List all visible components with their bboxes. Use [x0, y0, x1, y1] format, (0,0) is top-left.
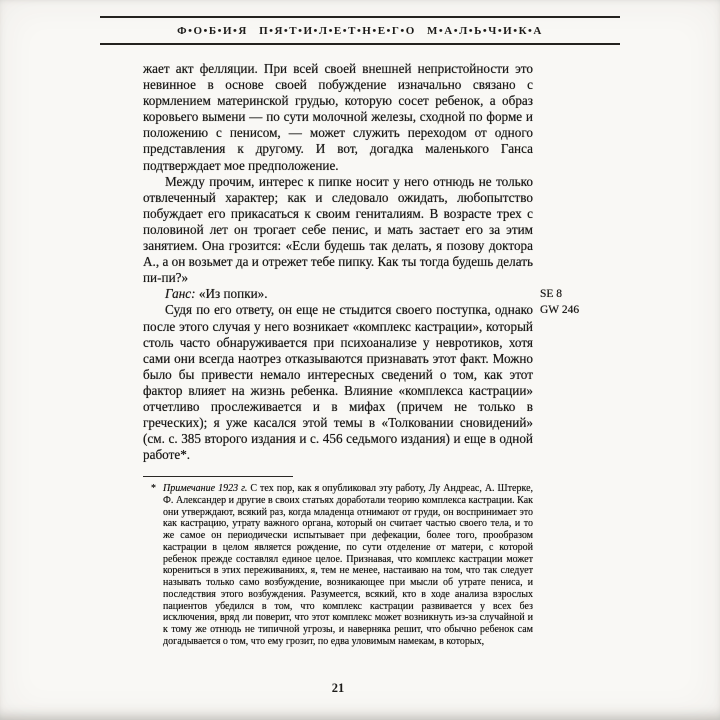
speaker-name: Ганс: — [165, 286, 196, 302]
paragraph: Судя по его ответу, он еще не стыдится своего поступка, однако после этого случая у него возникает «комплекс кастрации», который столь часто обнаруживается при психоанализе у невротиков, хотя сами они всегда наотрез отказываются признавать этот факт. Можно было бы привести немало интересных сведений о том, как этот фактор влияет на жизнь ребенка. Влияние «комплекса кастрации» отчетливо прослеживается и в мифах (причем не только в греческих); я уже касался этой темы в «Толковании сновидений» (см. с. 385 второго издания и с. 456 седьмого издания) и еще в одной работе*. — [143, 302, 533, 463]
page-number: 21 — [331, 681, 345, 695]
paragraph-continuation: жает акт фелляции. При всей своей внешней непристойности это невинное в основе своей побуждение изначально связано с кормлением материнской грудью, которую сосет ребенок, а образ коровьего вымени — по сути молочной железы, сходной по форме и положению с пенисом, — может служить переходом от одного представления к другому. И вот, догадка маленького Ганса подтверждает мое предположение. — [143, 61, 533, 173]
dialogue-text: «Из попки». — [198, 286, 268, 302]
footnote-text: С тех пор, как я опубликовал эту работу, Лу Андреас, А. Штерке, Ф. Александер и другие в своих статьях доработали теорию комплекса кастрации. Как они утверждают, всякий раз, когда младенца отнимают от груди, он воспринимает это как кастрацию, утрату важного органа, который он считает частью своего тела, и то же самое он периодически испытывает при дефекации, более того, прообразом кастрации в целом является рождение, по сути отделение от матери, с которой ребенок прежде составлял единое целое. Признавая, что комплекс кастрации может корениться в этих переживаниях, я, тем не менее, настаиваю на том, что так следует называть только само возбуждение, возникающее при мысли об утрате пениса, и последствия этого возбуждения. Разумеется, всякий, кто в ходе анализа взрослых пациентов убедился в том, что комплекс кастрации развивается у всех без исключения, вряд ли поверит, что этот комплекс может возникнуть из-за случайной и к тому же отнюдь не типичной угрозы, и наверняка решит, что обычно ребенок сам догадывается о том, что ему грозит, по едва уловимым намекам, в которых, — [163, 483, 534, 647]
paragraph: Между прочим, интерес к пипке носит у него отнюдь не только отвлеченный характер; как и следовало ожидать, любопытство побуждает его прикасаться к своим гениталиям. В возрасте трех с половиной лет он трогает себе пенис, и мать застает его за этим занятием. Она грозится: «Если будешь так делать, я позову доктора А., а он возьмет да и отрежет тебе пипку. Как ты тогда будешь делать пи-пи?» — [143, 173, 533, 286]
margin-note-gw: GW 246 — [540, 304, 580, 317]
running-header-title: Ф•О•Б•И•Я П•Я•Т•И•Л•Е•Т•Н•Е•Г•О М•А•Л•Ь•Ч•И•К•А — [177, 25, 543, 37]
footnote-lead: Примечание 1923 г. — [163, 483, 248, 494]
footnote-marker: * — [151, 483, 156, 494]
footnote — [143, 483, 533, 648]
footnote-separator — [143, 476, 293, 477]
body-text — [143, 61, 533, 463]
paragraph-dialogue — [143, 286, 533, 302]
margin-note-se: SE 8 — [540, 288, 563, 300]
running-header — [100, 16, 620, 45]
margin-notes — [540, 286, 579, 318]
